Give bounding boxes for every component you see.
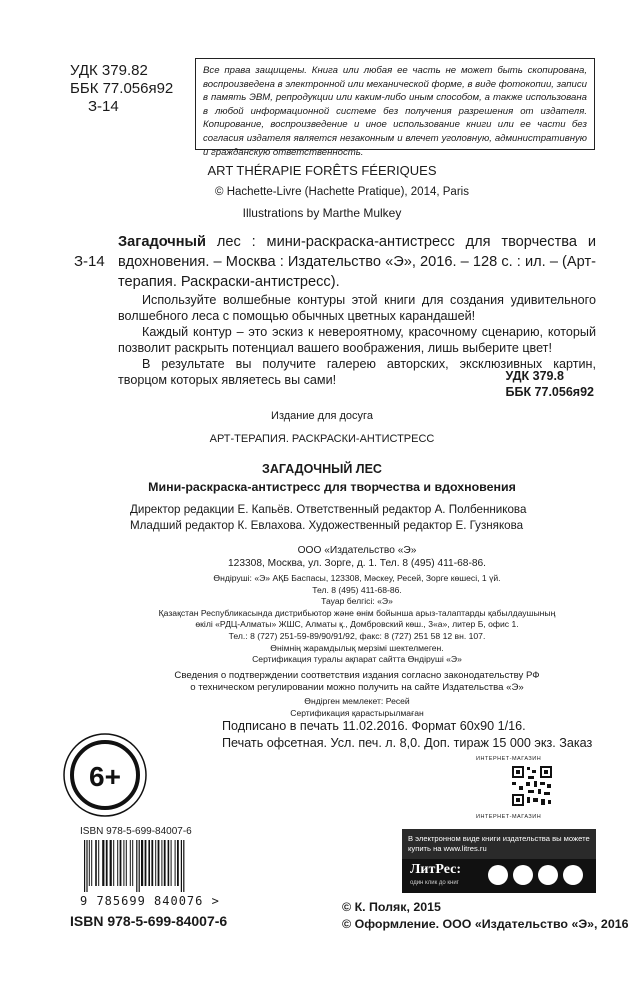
biblio-lead: Загадочный (118, 234, 206, 250)
barcode (80, 840, 220, 892)
biblio-text: лес : мини-раскраска-антистресс для творчества и вдохновения. – Москва : Издательство «Э», 2016. – 128 с. : ил. – (Арт-терапия. Раскраски-антистресс). (118, 234, 596, 290)
barcode-bar (130, 840, 131, 886)
barcode-number: 9 785699 840076 > (80, 894, 220, 908)
kz-line: өкілі «РДЦ-Алматы» ЖШС, Алматы қ., Домбровский көш., 3«а», литер Б, офис 1. (195, 619, 519, 630)
copyright-ru (342, 899, 629, 933)
conformity (118, 670, 596, 694)
illustrations-credit: Illustrations by Marthe Mulkey (242, 206, 402, 220)
barcode-bar (136, 840, 137, 892)
apple-icon (513, 865, 533, 885)
barcode-bar (123, 840, 124, 886)
conformity-line: Сведения о подтверждении соответствия издания согласно законодательству РФ (174, 670, 540, 681)
staff-line: Младший редактор К. Евлахова. Художественный редактор Е. Гузнякова (130, 519, 524, 532)
barcode-bar (177, 840, 179, 886)
isbn-small: ISBN 978-5-699-84007-6 (80, 826, 192, 837)
bbk-code: ББК 77.056я92 (70, 80, 174, 97)
original-title: ART THÉRAPIE FORÊTS FÉERIQUES (207, 163, 437, 178)
publisher-line: ООО «Издательство «Э» (297, 545, 417, 556)
annotation-para: Каждый контур – это эскиз к невероятному, красочному сценарию, который позволит раскрыть потенциал вашего воображения, лишь выберите цвет! (118, 325, 596, 355)
kz-line: Сертификация туралы ақпарат сайтта Өндіруші «Э» (252, 654, 462, 665)
kz-country-line: Сертификация қарастырылмаған (290, 707, 424, 718)
barcode-bar (91, 840, 92, 886)
barcode-bar (141, 840, 143, 886)
print-info (222, 718, 622, 752)
barcode-bar (117, 840, 118, 886)
kz-block (118, 573, 596, 666)
litres-banner[interactable] (402, 829, 596, 893)
barcode-bar (171, 840, 172, 886)
kz-line: Қазақстан Республикасында дистрибьютор және өнім бойынша арыз-талаптарды қабылдаушының (158, 607, 556, 618)
barcode-bar (89, 840, 90, 886)
barcode-bar (106, 840, 108, 886)
barcode-bar (164, 840, 166, 886)
side-index: З-14 (74, 253, 105, 270)
barcode-bar (161, 840, 162, 886)
barcode-bar (175, 840, 176, 886)
barcode-bar (110, 840, 112, 886)
litres-tagline: один клик до книг (410, 880, 459, 886)
age-rating: 6+ (89, 761, 121, 792)
litres-logo: ЛитРес: (410, 862, 462, 877)
kz-line: Тел. 8 (495) 411-68-86. (312, 584, 402, 595)
kz-line: Тел.: 8 (727) 251-59-89/90/91/92, факс: 8 (727) 251 58 12 вн. 107. (228, 630, 486, 641)
barcode-bar (151, 840, 153, 886)
kz-country-line: Өндірген мемлекет: Ресей (304, 696, 410, 706)
udk-right (505, 368, 594, 400)
udk-top (70, 62, 173, 116)
barcode-bar (98, 840, 99, 886)
kz-line: Өнімнің жарамдылық мерзімі шектелмеген. (270, 642, 444, 653)
barcode-bar (145, 840, 147, 886)
windows-phone-icon (538, 865, 558, 885)
conformity-line: о техническом регулировании можно получить на сайте Издательства «Э» (190, 682, 524, 693)
bibliographic-record (118, 232, 596, 292)
original-copyright: © Hachette-Livre (Hachette Pratique), 2014, Paris (215, 186, 469, 198)
print-line: Печать офсетная. Усл. печ. л. 8,0. Доп. тираж 15 000 экз. Заказ (222, 736, 593, 750)
qr-caption: ИНТЕРНЕТ-МАГАЗИН (476, 756, 542, 762)
barcode-bar (148, 840, 150, 886)
author-mark: З-14 (88, 98, 119, 115)
barcode-bar (155, 840, 156, 886)
print-line: Подписано в печать 11.02.2016. Формат 60х90 1/16. (222, 719, 526, 733)
publisher-line: 123308, Москва, ул. Зорге, д. 1. Тел. 8 (495) 411-68-86. (227, 558, 487, 569)
barcode-bar (120, 840, 122, 886)
edition-type: Издание для досуга (271, 410, 373, 422)
rights-box: Все права защищены. Книга или любая ее часть не может быть скопирована, воспроизведена в электронной или механической форме, в виде фотокопии, записи в память ЭВМ, репродукции или каким-либо иным способом, а также использована в любой информационной системе без получения разрешения от издателя. Копирование, воспроизведение и иное использование книги или ее части без согласия издателя является незаконным и влечет уголовную, административную и гражданскую ответственность. (195, 58, 595, 150)
qr-caption-bottom: ИНТЕРНЕТ-МАГАЗИН (476, 814, 542, 820)
udk-code: УДК 379.82 (70, 62, 148, 79)
age-rating-badge (62, 732, 148, 818)
annotation-para: Используйте волшебные контуры этой книги для создания удивительного волшебного леса с помощью обычных цветных карандашей! (118, 293, 596, 323)
series: АРТ-ТЕРАПИЯ. РАСКРАСКИ-АНТИСТРЕСС (209, 433, 435, 445)
isbn-big: ISBN 978-5-699-84007-6 (70, 913, 228, 929)
litres-text: В электронном виде книги издательства вы можете купить на www.litres.ru (402, 829, 596, 859)
barcode-bar (113, 840, 114, 886)
barcode-bar (158, 840, 160, 886)
book-subtitle: Мини-раскраска-антистресс для творчества и вдохновения (148, 480, 516, 494)
copyright-line: © Оформление. ООО «Издательство «Э», 2016 (342, 917, 629, 931)
barcode-bar (139, 840, 140, 892)
staff-line: Директор редакции Е. Капьёв. Ответственный редактор А. Полбенникова (130, 503, 527, 516)
barcode-bar (181, 840, 182, 892)
barcode-bar (126, 840, 127, 886)
barcode-bar (84, 840, 85, 892)
kz-country (118, 696, 596, 719)
book-title: ЗАГАДОЧНЫЙ ЛЕС (262, 462, 382, 476)
windows-icon (563, 865, 583, 885)
publisher (118, 544, 596, 570)
barcode-bar (168, 840, 170, 886)
android-icon (488, 865, 508, 885)
staff (130, 502, 526, 534)
bbk-right-code: ББК 77.056я92 (505, 385, 594, 399)
annotation-para: В результате вы получите галерею авторских, эксклюзивных картин, творцом которых являетесь вы сами! (118, 357, 596, 387)
barcode-bar (86, 840, 87, 892)
barcode-bar (132, 840, 133, 886)
kz-line: Өндіруші: «Э» АҚБ Баспасы, 123308, Мәскеу, Ресей, Зорге көшесі, 1 үй. (213, 573, 501, 583)
barcode-bar (95, 840, 97, 886)
kz-line: Тауар белгісі: «Э» (321, 596, 393, 607)
qr-area (468, 756, 588, 824)
udk-right-code: УДК 379.8 (505, 369, 564, 383)
platform-icons (488, 865, 588, 890)
barcode-bar (102, 840, 104, 886)
copyright-line: © К. Поляк, 2015 (342, 900, 441, 914)
barcode-bar (183, 840, 184, 892)
qr-code-icon[interactable] (510, 764, 554, 808)
